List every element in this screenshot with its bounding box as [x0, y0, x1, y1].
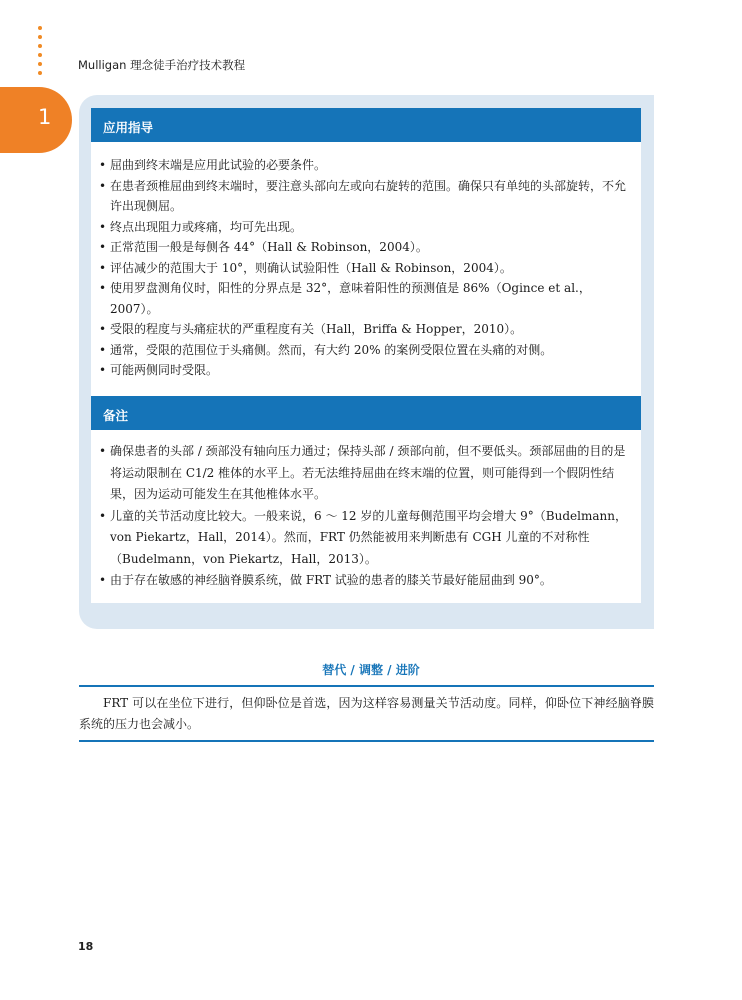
- chapter-tab: [0, 87, 72, 153]
- decorative-dots: [38, 26, 44, 80]
- info-panel: [79, 95, 654, 629]
- list-item: • 屈曲到终末端是应用此试验的必要条件。: [99, 155, 629, 176]
- list-item: • 受限的程度与头痛症状的严重程度有关（Hall，Briffa & Hopper，2010）。: [99, 319, 629, 340]
- guidance-list: [99, 155, 629, 381]
- chapter-number: 1: [38, 105, 52, 129]
- list-item: • 确保患者的头部 / 颈部没有轴向压力通过；保持头部 / 颈部向前，但不要低头。颈部屈曲的目的是将运动限制在 C1/2 椎体的水平上。若无法维持屈曲在终末端的位置，则可能得到一个假阴性结果，因为运动可能发生在其他椎体水平。: [99, 441, 629, 506]
- section-divider-bottom: [79, 740, 654, 742]
- list-item: • 评估减少的范围大于 10°，则确认试验阳性（Hall & Robinson，2004）。: [99, 258, 629, 279]
- info-panel-content: [91, 108, 641, 603]
- list-item: • 在患者颈椎屈曲到终末端时，要注意头部向左或向右旋转的范围。确保只有单纯的头部旋转，不允许出现侧屈。: [99, 176, 629, 217]
- page-number: 18: [78, 940, 94, 953]
- notes-list: [99, 441, 629, 592]
- list-item: • 使用罗盘测角仪时，阳性的分界点是 32°，意味着阳性的预测值是 86%（Ogince et al.，2007）。: [99, 278, 629, 319]
- list-item: • 儿童的关节活动度比较大。一般来说，6 ～ 12 岁的儿童每侧范围平均会增大 9°（Budelmann，von Piekartz，Hall，2014）。然而，FRT 仍然能被用来判断患有 CGH 儿童的不对称性（Budelmann，von Piekartz，Hall，2013）。: [99, 506, 629, 571]
- list-item: • 正常范围一般是每侧各 44°（Hall & Robinson，2004）。: [99, 237, 629, 258]
- list-item: • 通常，受限的范围位于头痛侧。然而，有大约 20% 的案例受限位置在头痛的对侧。: [99, 340, 629, 361]
- list-item: • 由于存在敏感的神经脑脊膜系统，做 FRT 试验的患者的膝关节最好能屈曲到 90°。: [99, 570, 629, 592]
- alternatives-title: 替代 / 调整 / 进阶: [322, 663, 420, 677]
- list-item: • 可能两侧同时受限。: [99, 360, 629, 381]
- guidance-heading: 应用指导: [91, 108, 641, 142]
- notes-heading: 备注: [91, 396, 641, 430]
- section-divider-top: [79, 685, 654, 687]
- alternatives-text: FRT 可以在坐位下进行，但仰卧位是首选，因为这样容易测量关节活动度。同样，仰卧位下神经脑脊膜系统的压力也会减小。: [79, 696, 654, 731]
- list-item: • 终点出现阻力或疼痛，均可先出现。: [99, 217, 629, 238]
- running-header: Mulligan 理念徒手治疗技术教程: [78, 58, 246, 72]
